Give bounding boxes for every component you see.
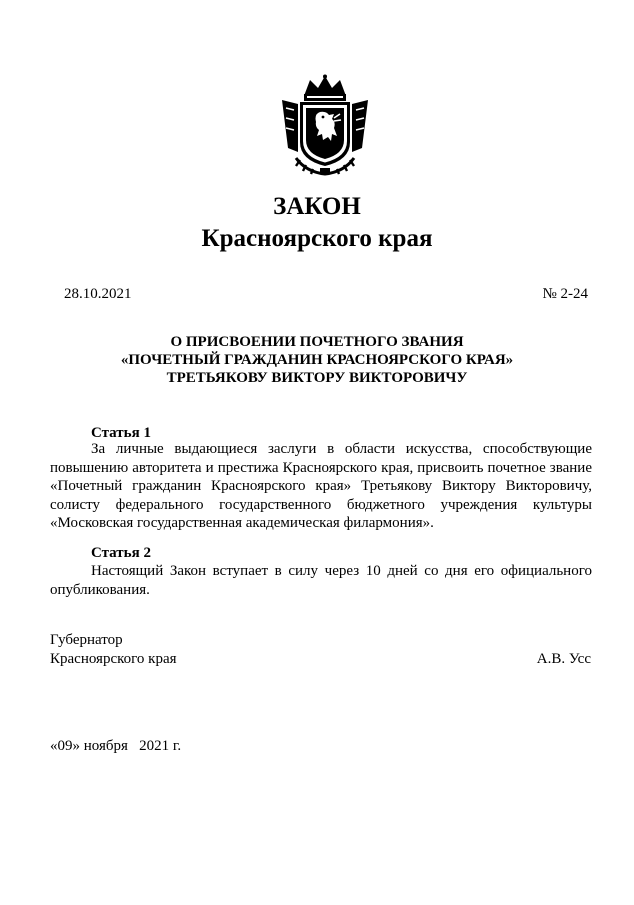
signatory-name: А.В. Усс [536,651,591,667]
signing-date: «09» ноября 2021 г. [50,738,182,754]
subject-line: «ПОЧЕТНЫЙ ГРАЖДАНИН КРАСНОЯРСКОГО КРАЯ» [120,352,514,368]
subject-line: ТРЕТЬЯКОВУ ВИКТОРУ ВИКТОРОВИЧУ [166,370,468,386]
krasnoyarsk-coat-of-arms-icon [276,74,374,176]
article-1-heading: Статья 1 [91,425,151,441]
signatory-position-line: Губернатор [50,632,123,648]
signatory-position-line: Красноярского края [50,651,177,667]
signatory-position [50,631,177,669]
article-1-text: За личные выдающиеся заслуги в области искусства, способствующие повышению авторитета и престижа Красноярского края, присвоить почетное звание «Почетный гражданин Красноярского края» Третьякову Виктору Викторовичу, солисту федерального государственного бюджетного учреждения культуры «Московская государственная академическая филармония». [50,441,592,531]
document-type-title: ЗАКОН [273,193,361,220]
adoption-date: 28.10.2021 [64,286,132,302]
issuing-region-title: Красноярского края [201,225,433,252]
law-subject-heading [0,333,634,387]
article-2-text: Настоящий Закон вступает в силу через 10 дней со дня его официального опубликования. [50,563,592,598]
article-2-heading: Статья 2 [91,545,151,561]
law-number: № 2-24 [542,286,588,302]
subject-line: О ПРИСВОЕНИИ ПОЧЕТНОГО ЗВАНИЯ [170,334,464,350]
